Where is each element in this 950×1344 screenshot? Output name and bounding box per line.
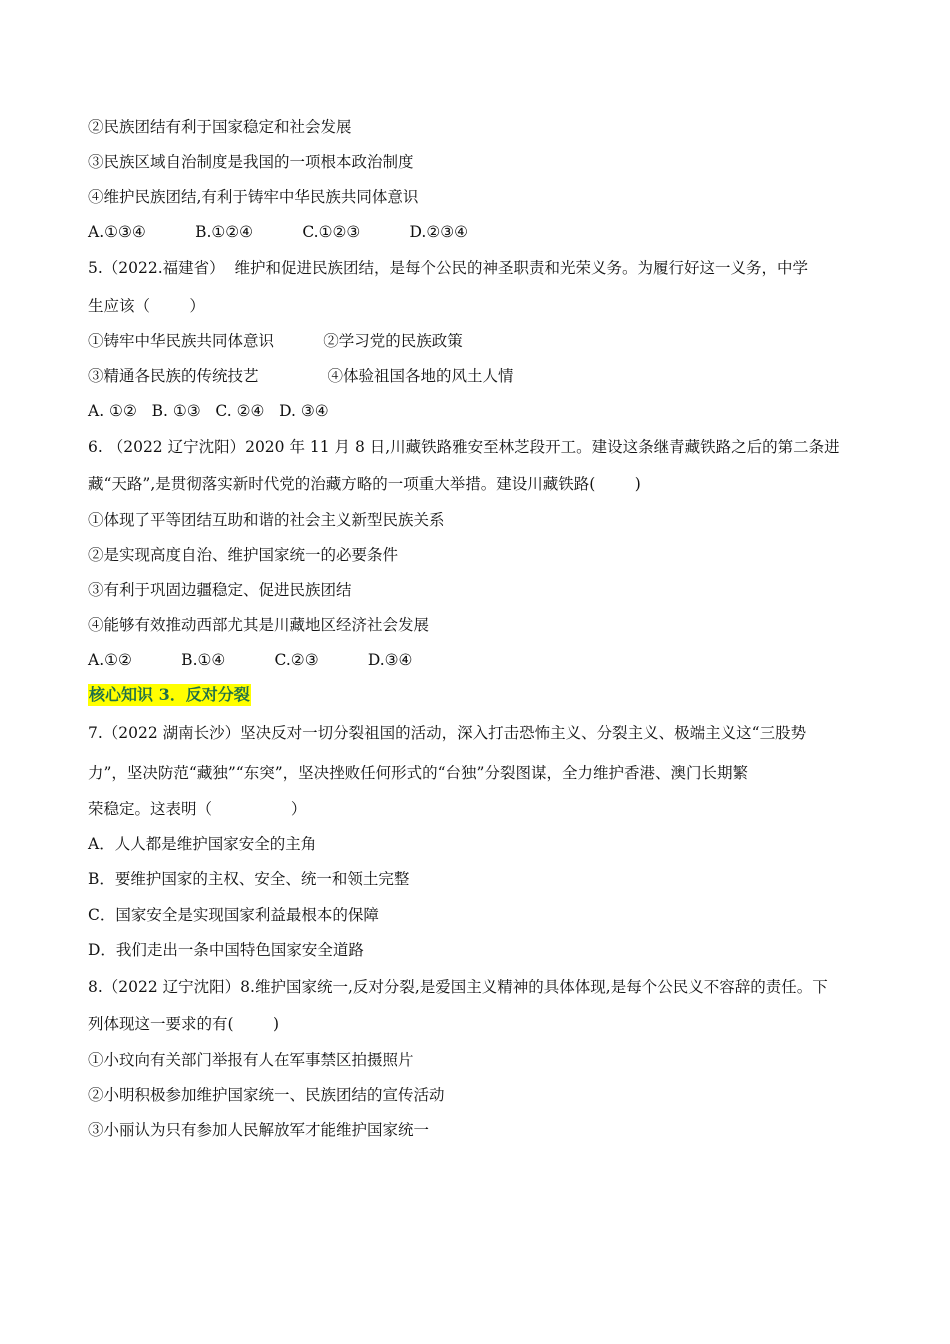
question-6-stem-cont: 藏“天路”,是贯彻落实新时代党的治藏方略的一项重大举措。建设川藏铁路( ) <box>88 475 641 493</box>
question-8-option-3: ③小丽认为只有参加人民解放军才能维护国家统一 <box>88 1121 430 1139</box>
section-heading: 核心知识 3．反对分裂 <box>89 685 250 704</box>
answer-choices: A.①③④ B.①②④ C.①②③ D.②③④ <box>88 223 469 241</box>
question-7-stem-cont: 力”，坚决防范“藏独”“东突”，坚决挫败任何形式的“台独”分裂图谋，全力维护香港、澳门长期繁 <box>88 764 748 782</box>
question-5-stem-cont: 生应该（ ） <box>88 297 205 315</box>
question-7-stem-cont-2: 荣稳定。这表明（ ） <box>88 800 307 818</box>
question-7-option-d: D．我们走出一条中国特色国家安全道路 <box>88 941 364 959</box>
question-6-option-3: ③有利于巩固边疆稳定、促进民族团结 <box>88 581 352 599</box>
question-8-option-1: ①小玟向有关部门举报有人在军事禁区拍摄照片 <box>88 1051 414 1069</box>
question-6-stem: 6. （2022 辽宁沈阳）2020 年 11 月 8 日,川藏铁路雅安至林芝段开工。建设这条继青藏铁路之后的第二条进 <box>88 438 840 456</box>
question-7-stem: 7.（2022 湖南长沙）坚决反对一切分裂祖国的活动，深入打击恐怖主义、分裂主义、极端主义这“三股势 <box>88 724 807 742</box>
question-7-option-b: B．要维护国家的主权、安全、统一和领土完整 <box>88 870 410 888</box>
question-6-option-1: ①体现了平等团结互助和谐的社会主义新型民族关系 <box>88 511 445 529</box>
option-2-text: ②民族团结有利于国家稳定和社会发展 <box>88 118 352 136</box>
question-7-option-a: A．人人都是维护国家安全的主角 <box>88 835 317 853</box>
question-5-options-1: ①铸牢中华民族共同体意识 ②学习党的民族政策 <box>88 332 463 350</box>
question-5-stem: 5.（2022.福建省） 维护和促进民族团结，是每个公民的神圣职责和光荣义务。为履行好这一义务，中学 <box>88 259 809 277</box>
question-6-option-4: ④能够有效推动西部尤其是川藏地区经济社会发展 <box>88 616 430 634</box>
question-8-stem: 8.（2022 辽宁沈阳）8.维护国家统一,反对分裂,是爱国主义精神的具体体现,是每个公民义不容辞的责任。下 <box>88 978 828 996</box>
option-3-text: ③民族区域自治制度是我国的一项根本政治制度 <box>88 153 414 171</box>
question-6-option-2: ②是实现高度自治、维护国家统一的必要条件 <box>88 546 399 564</box>
question-5-answer-choices: A. ①② B. ①③ C. ②④ D. ③④ <box>88 402 329 420</box>
question-5-options-2: ③精通各民族的传统技艺 ④体验祖国各地的风土人情 <box>88 367 514 385</box>
option-4-text: ④维护民族团结,有利于铸牢中华民族共同体意识 <box>88 188 419 206</box>
question-7-option-c: C．国家安全是实现国家利益最根本的保障 <box>88 906 379 924</box>
question-8-stem-cont: 列体现这一要求的有( ) <box>88 1015 280 1033</box>
question-8-option-2: ②小明积极参加维护国家统一、民族团结的宣传活动 <box>88 1086 445 1104</box>
question-6-answer-choices: A.①② B.①④ C.②③ D.③④ <box>88 651 413 669</box>
